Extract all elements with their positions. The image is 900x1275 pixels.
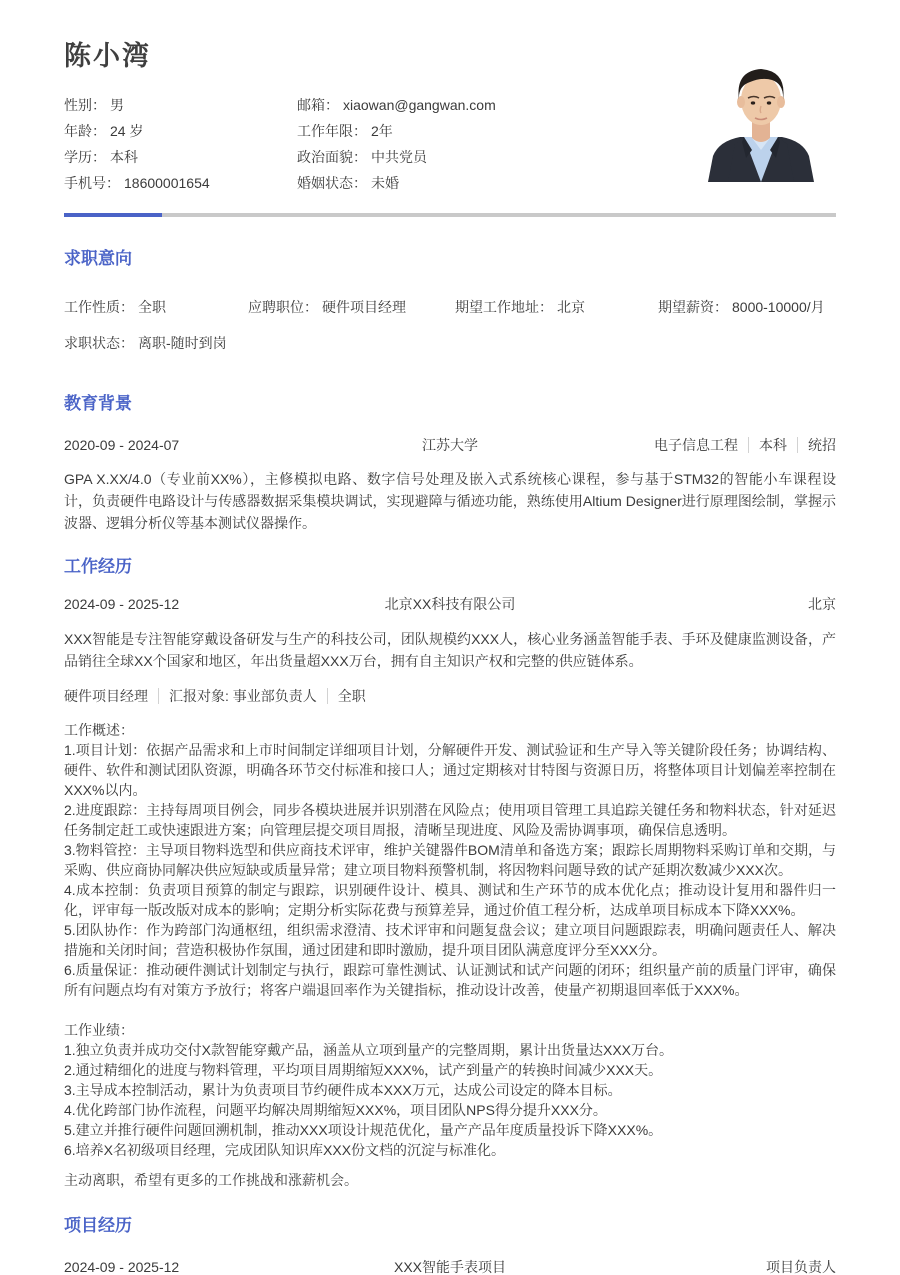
info-label: 政治面貌： [297,149,367,165]
intention-field [658,299,836,315]
info-value: 24 岁 [110,123,144,139]
info-label: 婚姻状态： [297,175,367,191]
info-field [64,144,297,170]
intention-value: 北京 [557,299,585,315]
info-value: 未婚 [371,175,399,191]
info-field [64,92,297,118]
info-field [297,144,597,170]
work-achievement-item: 1.独立负责并成功交付X款智能穿戴产品，涵盖从立项到量产的完整周期，累计出货量达XXX万台。 [64,1042,674,1058]
section-job-intention [64,248,836,351]
work-achievement-item: 4.优化跨部门协作流程，问题平均解决周期缩短XXX%，项目团队NPS得分提升XXX分。 [64,1102,607,1118]
intention-label: 求职状态： [64,335,134,351]
section-education [64,393,836,534]
info-field [64,170,297,196]
info-field [297,170,597,196]
info-field [297,118,597,144]
work-overview-item: 2.进度跟踪：主持每周项目例会，同步各模块进展并识别潜在风险点；使用项目管理工具追踪关键任务和物料状态，针对延迟任务制定赶工或快速跟进方案；向管理层提交项目周报，清晰呈现进度、风险及需协调事项，确保信息透明。 [64,802,836,838]
info-label: 年龄： [64,123,106,139]
candidate-name: 陈小湾 [64,41,151,71]
divider-gray-segment [162,213,836,217]
profile-photo [702,58,820,182]
education-meta-item: 本科 [748,437,787,453]
portrait-photo-icon [702,58,820,182]
intention-value: 全职 [138,299,166,315]
education-meta-item: 电子信息工程 [654,437,738,453]
work-overview-item: 1.项目计划：依据产品需求和上市时间制定详细项目计划，分解硬件开发、测试验证和生产导入等关键阶段任务；协调结构、硬件、软件和测试团队资源，明确各环节交付标准和接口人；通过定期核对甘特图与资源日历，将整体项目计划偏差率控制在XXX%以内。 [64,742,836,798]
info-value: 本科 [110,149,138,165]
intention-label: 期望薪资： [658,299,728,315]
info-label: 性别： [64,97,106,113]
education-meta-item: 统招 [797,437,836,453]
section-title-work: 工作经历 [64,557,132,576]
company-intro: XXX智能是专注智能穿戴设备研发与生产的科技公司，团队规模约XXX人，核心业务涵盖智能手表、手环及健康监测设备，产品销往全球XX个国家和地区，年出货量超XXX万台，拥有自主知识产权和完整的供应链体系。 [64,631,836,669]
section-work-experience [64,556,836,1190]
work-achievement-block [64,1020,836,1160]
info-label: 邮箱： [297,97,339,113]
work-overview-item: 6.质量保证：推动硬件测试计划制定与执行，跟踪可靠性测试、认证测试和试产问题的闭环；组织量产前的质量门评审，确保所有问题点均有对策方予放行；将客户端退回率作为关键指标，推动设计改善，使量产初期退回率低于XXX%。 [64,962,836,998]
work-head-row [64,596,836,612]
intention-fields [64,299,836,351]
work-period: 2024-09 - 2025-12 [64,596,180,612]
intention-value: 离职-随时到岗 [138,335,227,351]
work-overview-item: 4.成本控制：负责项目预算的制定与跟踪，识别硬件设计、模具、测试和生产环节的成本优化点；推动设计复用和器件归一化，评审每一版改版对成本的影响；定期分析实际花费与预算差异，通过价值工程分析，达成单项目标成本下降XXX%。 [64,882,836,918]
work-achievement-item: 6.培养X名初级项目经理，完成团队知识库XXX份文档的沉淀与标准化。 [64,1142,506,1158]
info-value: xiaowan@gangwan.com [343,97,496,113]
education-school: 江苏大学 [422,437,478,453]
info-label: 学历： [64,149,106,165]
personal-info-left [64,92,297,196]
section-title-education: 教育背景 [64,394,132,413]
intention-label: 工作性质： [64,299,134,315]
info-value: 2年 [371,123,393,139]
work-achievement-list [64,1040,836,1160]
work-achievement-item: 5.建立并推行硬件问题回溯机制，推动XXX项设计规范优化，量产产品年度质量投诉下降XXX%。 [64,1122,663,1138]
info-field [297,92,597,118]
education-description: GPA X.XX/4.0（专业前XX%），主修模拟电路、数字信号处理及嵌入式系统核心课程，参与基于STM32的智能小车课程设计，负责硬件电路设计与传感器数据采集模块调试，实现避障与循迹功能，熟练使用Altium Designer进行原理图绘制，掌握示波器、逻辑分析仪等基本测试仪器操作。 [64,471,836,531]
intention-field [455,299,658,315]
work-company: 北京XX科技有限公司 [384,596,516,612]
info-value: 中共党员 [371,149,427,165]
info-field [64,118,297,144]
personal-info-right [297,92,597,196]
info-label: 手机号： [64,175,120,191]
work-overview-block [64,720,836,1000]
work-achievement-item: 2.通过精细化的进度与物料管理，平均项目周期缩短XXX%，试产到量产的转换时间减少XXX天。 [64,1062,663,1078]
work-overview-item: 3.物料管控：主导项目物料选型和供应商技术评审，维护关键器件BOM清单和备选方案；跟踪长周期物料采购订单和交期，与采购、供应商协同解决供应短缺或质量异常；建立项目物料预警机制，将因物料问题导致的试产延期次数减少XXX次。 [64,842,836,878]
info-value: 18600001654 [124,175,210,191]
work-overview-label: 工作概述： [64,722,134,738]
header-divider [64,213,836,217]
intention-label: 应聘职位： [248,299,318,315]
info-label: 工作年限： [297,123,367,139]
intention-label: 期望工作地址： [455,299,553,315]
intention-field [64,335,248,351]
project-period: 2024-09 - 2025-12 [64,1259,180,1275]
leave-reason: 主动离职，希望有更多的工作挑战和涨薪机会。 [64,1172,358,1188]
section-title-project: 项目经历 [64,1216,132,1235]
divider-accent-segment [64,213,162,217]
intention-value: 硬件项目经理 [322,299,406,315]
education-head-row [64,437,836,453]
job-meta-item: 硬件项目经理 [64,688,148,704]
info-value: 男 [110,97,124,113]
project-name: XXX智能手表项目 [393,1259,506,1275]
work-location: 北京 [808,596,836,612]
project-head-row [64,1259,836,1275]
job-meta-item: 全职 [327,688,366,704]
project-role: 项目负责人 [766,1259,836,1275]
work-overview-item: 5.团队协作：作为跨部门沟通枢纽，组织需求澄清、技术评审和问题复盘会议；建立项目问题跟踪表，明确问题责任人、解决措施和关闭时间；营造积极协作氛围，通过团建和即时激励，提升项目团队满意度评分至XXX分。 [64,922,836,958]
education-period: 2020-09 - 2024-07 [64,437,180,453]
education-meta [478,437,836,453]
section-title-intention: 求职意向 [64,249,132,268]
work-achievement-label: 工作业绩： [64,1022,134,1038]
job-meta-item: 汇报对象: 事业部负责人 [158,688,317,704]
section-project-experience [64,1215,836,1275]
intention-field [248,299,455,315]
work-achievement-item: 3.主导成本控制活动，累计为负责项目节约硬件成本XXX万元，达成公司设定的降本目标。 [64,1082,622,1098]
work-overview-list [64,740,836,1000]
intention-value: 8000-10000/月 [732,299,825,315]
intention-field [64,299,248,315]
job-meta-row [64,680,836,704]
